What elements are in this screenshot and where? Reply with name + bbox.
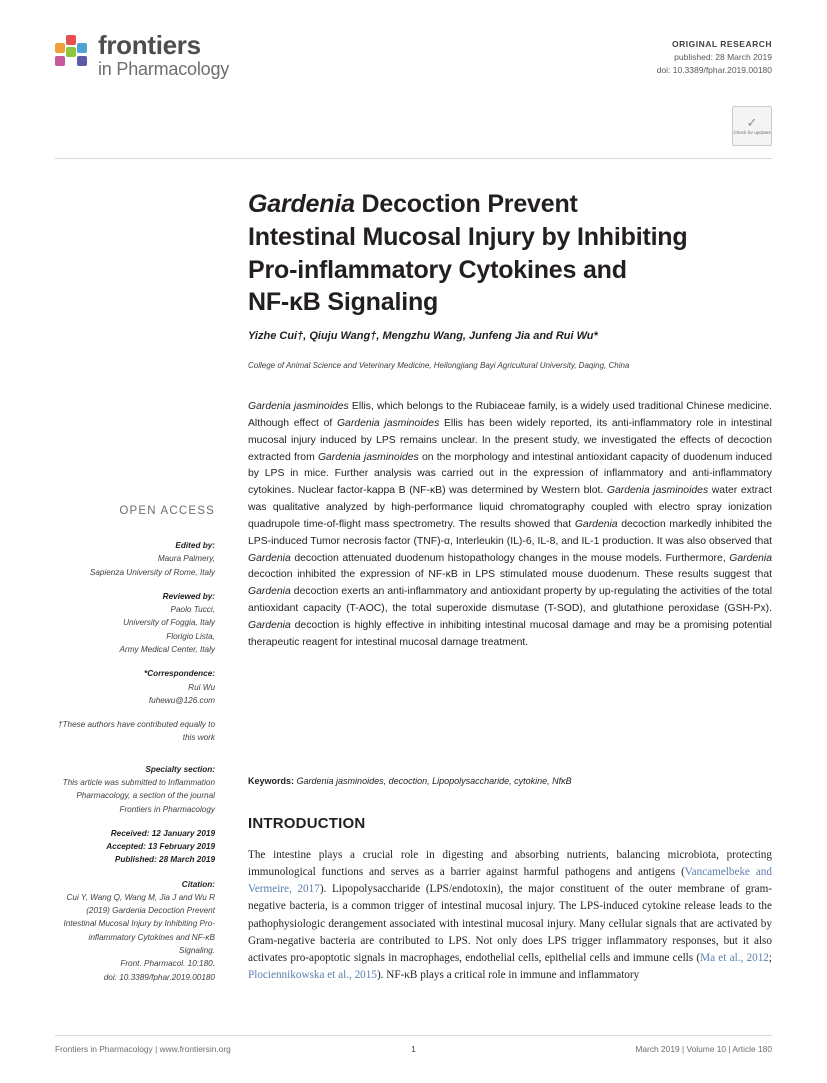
frontiers-logo-icon — [55, 35, 89, 71]
correspondence-email[interactable]: fuhewu@126.com — [148, 695, 215, 705]
title-line4: NF-κB Signaling — [248, 288, 439, 317]
author-list: Yizhe Cui†, Qiuju Wang†, Mengzhu Wang, Junfeng Jia and Rui Wu* — [248, 330, 598, 342]
page-title — [248, 188, 772, 319]
doi-line: doi: 10.3389/fphar.2019.00180 — [656, 65, 772, 76]
intro-part-1: The intestine plays a crucial role in digesting and absorbing nutrients, balancing microbiota, protecting immunological functions and serves as a barrier against harmful pathogens and antigens ( — [248, 849, 772, 879]
citation-label: Citation: — [181, 879, 215, 889]
journal-logo[interactable] — [55, 32, 229, 79]
specialty-section-block — [55, 763, 215, 816]
reviewed-by-value: Paolo Tucci, University of Foggia, Italy Florigio Lista, Army Medical Center, Italy — [119, 605, 215, 654]
accepted-date: Accepted: 13 February 2019 — [106, 842, 215, 852]
page-number: 1 — [411, 1044, 416, 1054]
citation-journal: Front. Pharmacol. 10:180. — [120, 959, 215, 969]
citation-value: Cui Y, Wang Q, Wang M, Jia J and Wu R (2019) Gardenia Decoction Prevent Intestinal Mucosal Injury by Inhibiting Pro-inflammatory Cytokines and NF-κB Signaling. — [63, 892, 215, 956]
check-updates-icon: ✓ — [746, 115, 758, 131]
published-date-sidebar: Published: 28 March 2019 — [114, 855, 215, 865]
correspondence-name: Rui Wu — [188, 682, 215, 692]
abstract-text: Gardenia jasminoides Ellis, which belongs to the Rubiaceae family, is a widely used traditional Chinese medicine. Although effect of Gardenia jasminoides Ellis has been widely reported, its anti-inflammatory role in intestinal mucosal injury induced by LPS remains unclear. In the present study, we investigated the effects of decoction extracted from Gardenia jasminoides on the morphology and intestinal antioxidant capacity of duodenum induced by LPS in mice. Further analysis was carried out in the expression of inflammatory and anti-inflammatory cytokines. Nuclear factor-kappa B (NF-κB) was determined by Western blot. Gardenia jasminoides water extract was qualitative analyzed by high-performance liquid chromatography coupled with electro spray ionization quadrupole time-of-flight mass spectrometry. The results showed that Gardenia decoction markedly inhibited the LPS-induced Tumor necrosis factor (TNF)-α, Interleukin (IL)-6, IL-8, and IL-1 production. It was also observed that Gardenia decoction attenuated duodenum histopathology changes in the mouse models. Furthermore, Gardenia decoction inhibited the expression of NF-κB in LPS stimulated mouse duodenum. These results suggest that Gardenia decoction exerts an anti-inflammatory and antioxidant property by up-regulating the activities of the total antioxidant capacity (T-AOC), the total superoxide dismutase (T-SOD), and glutathione peroxidase (GSH-Px). Gardenia decoction is highly effective in inhibiting intestinal mucosal damage and may be a promising potential therapeutic reagent for intestinal mucosal damage treatment. — [248, 401, 773, 648]
title-line1-rest: Decoction Prevent — [354, 190, 578, 218]
edited-by-block — [55, 539, 215, 579]
affiliation: College of Animal Science and Veterinary Medicine, Heilongjiang Bayi Agricultural University, Daqing, China — [248, 361, 630, 370]
specialty-label: Specialty section: — [145, 764, 215, 774]
citation-link-3[interactable]: Plociennikowska et al., 2015 — [248, 968, 377, 981]
footer-right: March 2019 | Volume 10 | Article 180 — [635, 1044, 772, 1054]
received-date: Received: 12 January 2019 — [110, 828, 215, 838]
introduction-text — [248, 847, 772, 984]
title-italic-word: Gardenia — [248, 190, 355, 218]
citation-link-1[interactable]: Vancamelbeke and Vermeire, 2017 — [248, 866, 772, 896]
page-footer — [55, 1044, 772, 1054]
reviewed-by-label: Reviewed by: — [162, 591, 215, 601]
keywords — [248, 775, 772, 789]
intro-part-4: ). NF-κB plays a critical role in immune and inflammatory — [376, 968, 640, 981]
journal-logo-line2: in Pharmacology — [98, 59, 230, 80]
edited-by-label: Edited by: — [175, 541, 215, 550]
journal-logo-line1: frontiers — [98, 30, 201, 60]
specialty-value: This article was submitted to Inflammation Pharmacology, a section of the journal Frontiers in Pharmacology — [62, 777, 215, 814]
intro-part-3: ; — [768, 951, 772, 964]
citation-doi[interactable]: doi: 10.3389/fphar.2019.00180 — [103, 972, 215, 982]
header-divider — [55, 158, 772, 159]
footer-left[interactable]: Frontiers in Pharmacology | www.frontiersin.org — [55, 1044, 231, 1054]
header-meta — [657, 38, 772, 78]
crossmark-badge[interactable] — [732, 106, 772, 146]
section-heading-introduction: INTRODUCTION — [248, 815, 366, 832]
dates-block — [55, 827, 215, 867]
page-header — [55, 30, 772, 136]
title-line3: Pro-inflammatory Cytokines and — [248, 255, 627, 284]
correspondence-label: *Correspondence: — [144, 669, 215, 679]
reviewed-by-block — [55, 590, 215, 656]
footer-divider — [55, 1035, 772, 1036]
intro-part-2: ). Lipopolysaccharide (LPS/endotoxin), the major constituent of the outer membrane of gram-negative bacteria, is a common trigger of intestinal mucosal injury. The LPS-induced cytokine release leads to the pathophysiologic derangement associated with intestinal mucosal injury. Many cellular signals that are activated by Gram-negative bacteria are contributed to LPS. Not only does LPS trigger inflammatory responses, but it also activates pro-apoptotic signals in macrophages, endothelial cells, epithelial cells and immune cells ( — [248, 883, 772, 964]
keywords-value: Gardenia jasminoides, decoction, Lipopolysaccharide, cytokine, NfκB — [296, 776, 572, 786]
citation-link-2[interactable]: Ma et al., 2012 — [700, 951, 769, 964]
correspondence-block — [55, 667, 215, 707]
published-date: published: 28 March 2019 — [674, 52, 772, 63]
title-line2: Intestinal Mucosal Injury by Inhibiting — [248, 222, 688, 251]
crossmark-label: Check for updates — [733, 130, 771, 136]
equal-contribution-note: †These authors have contributed equally to this work — [57, 720, 215, 743]
article-type: ORIGINAL RESEARCH — [672, 39, 772, 49]
open-access-label: OPEN ACCESS — [119, 505, 215, 517]
keywords-label: Keywords: — [248, 776, 295, 786]
sidebar — [55, 505, 215, 995]
citation-block — [55, 878, 215, 984]
edited-by-value: Maura Palmery, Sapienza University of Rome, Italy — [89, 554, 215, 577]
